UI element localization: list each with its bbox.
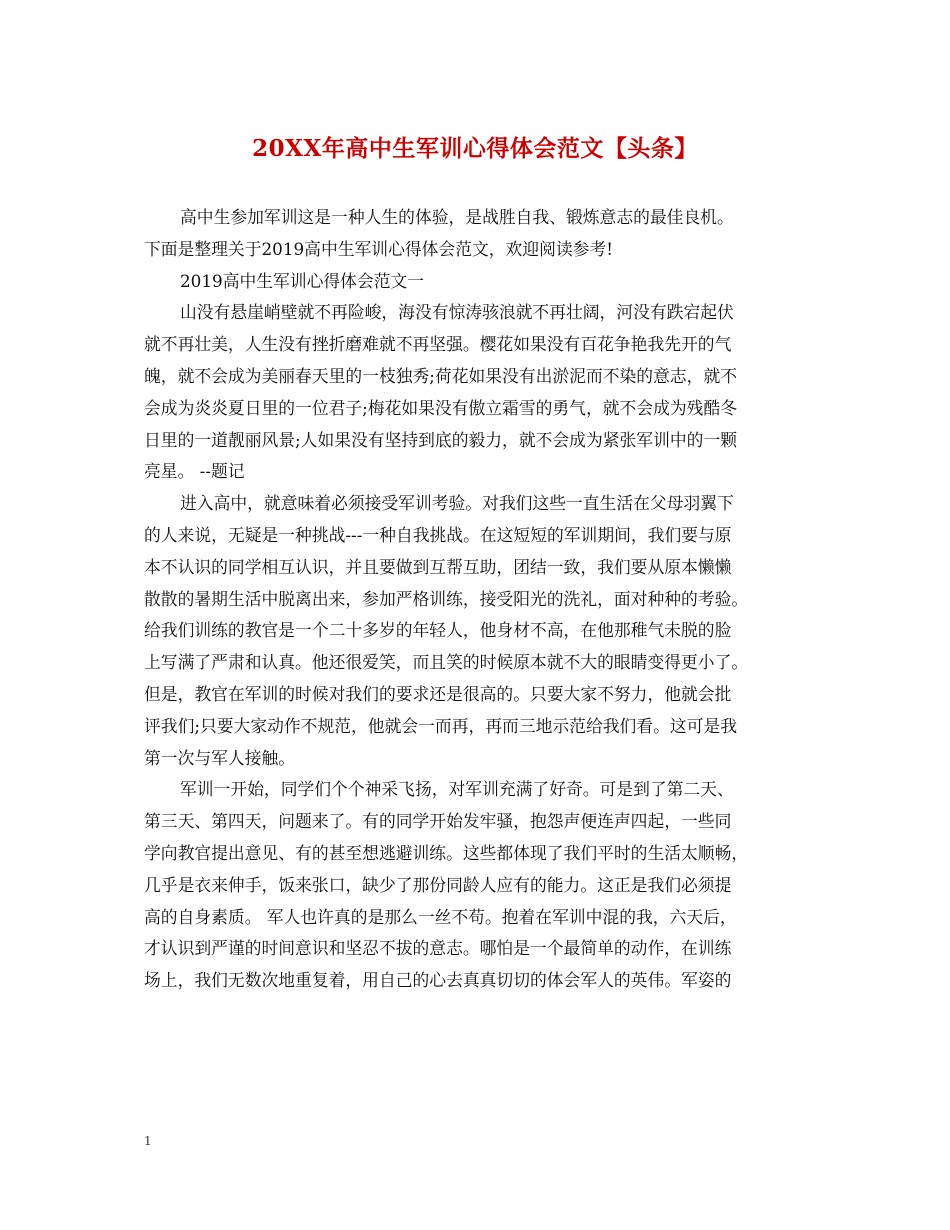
body-line: 下面是整理关于2019高中生军训心得体会范文，欢迎阅读参考! <box>144 238 613 259</box>
body-line: 上写满了严肃和认真。他还很爱笑，而且笑的时候原本就不大的眼睛变得更小了。 <box>144 652 749 673</box>
body-line: 散散的暑期生活中脱离出来，参加严格训练，接受阳光的洗礼，面对种种的考验。 <box>144 588 749 609</box>
body-line: 第一次与军人接触。 <box>144 747 296 768</box>
body-line: 2019高中生军训心得体会范文一 <box>180 270 425 291</box>
body-line: 就不再壮美，人生没有挫折磨难就不再坚强。樱花如果没有百花争艳我先开的气 <box>144 334 732 355</box>
body-line: 军训一开始，同学们个个神采飞扬，对军训充满了好奇。可是到了第二天、 <box>180 779 734 800</box>
body-line: 场上，我们无数次地重复着，用自己的心去真真切切的体会军人的英伟。军姿的 <box>144 970 732 991</box>
body-line: 魄，就不会成为美丽春天里的一枝独秀;荷花如果没有出淤泥而不染的意志，就不 <box>144 365 738 386</box>
page-number: 1 <box>144 1134 152 1148</box>
body-line: 会成为炎炎夏日里的一位君子;梅花如果没有傲立霜雪的勇气，就不会成为残酷冬 <box>144 397 738 418</box>
body-line: 本不认识的同学相互认识，并且要做到互帮互助，团结一致，我们要从原本懒懒 <box>144 556 732 577</box>
body-line: 日里的一道靓丽风景;人如果没有坚持到底的毅力，就不会成为紧张军训中的一颗 <box>144 429 738 450</box>
body-line: 评我们;只要大家动作不规范，他就会一而再，再而三地示范给我们看。这可是我 <box>144 715 738 736</box>
body-line: 几乎是衣来伸手，饭来张口，缺少了那份同龄人应有的能力。这正是我们必须提 <box>144 874 732 895</box>
document-title: 20XX年高中生军训心得体会范文【头条】 <box>252 135 698 162</box>
body-line: 给我们训练的教官是一个二十多岁的年轻人，他身材不高，在他那稚气未脱的脸 <box>144 620 732 641</box>
body-line: 才认识到严谨的时间意识和坚忍不拔的意志。哪怕是一个最简单的动作，在训练 <box>144 938 732 959</box>
body-line: 高中生参加军训这是一种人生的体验，是战胜自我、锻炼意志的最佳良机。 <box>180 207 734 227</box>
body-line: 的人来说，无疑是一种挑战---一种自我挑战。在这短短的军训期间，我们要与原 <box>144 524 732 545</box>
body-line: 但是，教官在军训的时候对我们的要求还是很高的。只要大家不努力，他就会批 <box>144 683 732 704</box>
body-line: 高的自身素质。 军人也许真的是那么一丝不苟。抱着在军训中混的我，六天后， <box>144 906 737 927</box>
document-body <box>144 202 824 997</box>
body-line: 第三天、第四天，问题来了。有的同学开始发牢骚，抱怨声便连声四起，一些同 <box>144 811 732 832</box>
body-line: 学向教官提出意见、有的甚至想逃避训练。这些都体现了我们平时的生活太顺畅， <box>144 842 749 863</box>
body-line: 亮星。 --题记 <box>144 461 245 482</box>
body-line: 山没有悬崖峭壁就不再险峻，海没有惊涛骇浪就不再壮阔，河没有跌宕起伏 <box>180 302 734 323</box>
body-line: 进入高中，就意味着必须接受军训考验。对我们这些一直生活在父母羽翼下 <box>180 493 734 514</box>
